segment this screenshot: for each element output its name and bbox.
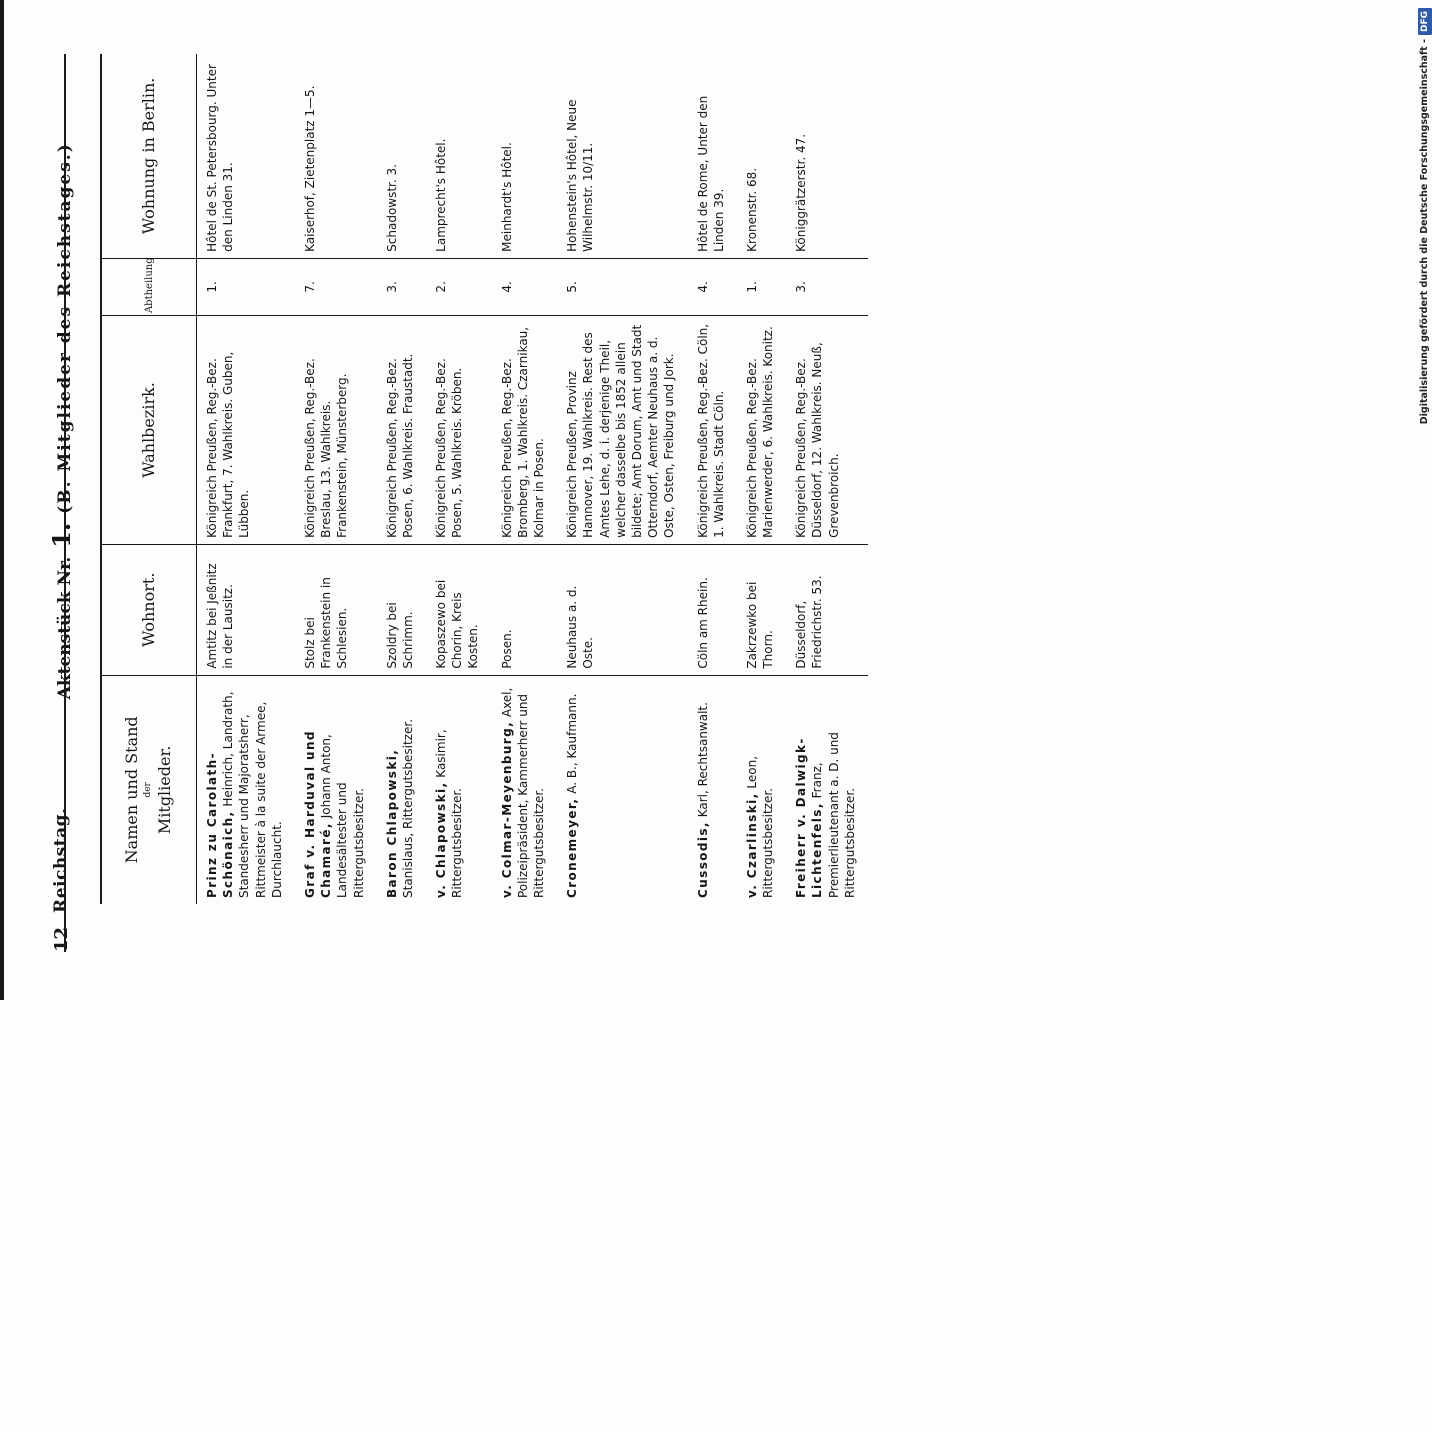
col-header-wohnort: Wohnort. — [101, 544, 197, 675]
table-row — [377, 54, 426, 904]
table-row — [688, 54, 737, 904]
member-wohnort: Szoldry bei Schrimm. — [377, 544, 426, 675]
member-name — [786, 675, 868, 904]
table-row — [426, 54, 492, 904]
member-name — [197, 675, 295, 904]
table-row — [197, 54, 295, 904]
section-title: (B. Mitglieder des Reichstages.) — [54, 142, 75, 514]
col-header-wahlbezirk: Wahlbezirk. — [101, 316, 197, 545]
header-rule — [64, 54, 66, 952]
member-wohnort: Stolz bei Frankenstein in Schlesien. — [295, 544, 377, 675]
member-wohnung: Meinhardt's Hôtel. — [492, 54, 558, 258]
member-wahlbezirk: Königreich Preußen, Reg.-Bez. Posen, 5. Wahlkreis. Kröben. — [426, 316, 492, 545]
member-name-bold: Baron Chlapowski, — [384, 748, 399, 898]
member-abtheilung: 3. — [377, 258, 426, 315]
member-abtheilung: 7. — [295, 258, 377, 315]
table-row — [492, 54, 558, 904]
member-wohnung: Lamprecht's Hôtel. — [426, 54, 492, 258]
page-number: 12 — [50, 926, 72, 952]
member-name-rest: Johann Anton, Landesältester und Rittergutsbesitzer. — [319, 734, 366, 898]
member-wohnort: Posen. — [492, 544, 558, 675]
member-name — [295, 675, 377, 904]
member-wahlbezirk: Königreich Preußen, Reg.-Bez. Düsseldorf, 12. Wahlkreis. Neuß, Grevenbroich. — [786, 316, 868, 545]
member-wohnung: Kronenstr. 68. — [737, 54, 786, 258]
digitization-credit — [1418, 8, 1432, 1000]
member-abtheilung: 2. — [426, 258, 492, 315]
table-row — [295, 54, 377, 904]
member-wohnung: Kaiserhof, Zietenplatz 1—5. — [295, 54, 377, 258]
member-wohnort: Düsseldorf, Friedrichstr. 53. — [786, 544, 868, 675]
table-row — [557, 54, 687, 904]
member-name-rest: Heinrich, Landrath, Standesherr und Majoratsherr, Rittmeister à la suite der Armee, Durchlaucht. — [221, 691, 284, 898]
aktenstueck-number: 1. — [46, 522, 76, 548]
member-wohnort: Neuhaus a. d. Oste. — [557, 544, 687, 675]
member-name-rest: A. B., Kaufmann. — [565, 693, 580, 794]
member-name — [377, 675, 426, 904]
member-wohnort: Amtitz bei Jeßnitz in der Lausitz. — [197, 544, 295, 675]
member-wahlbezirk: Königreich Preußen, Reg.-Bez. Posen, 6. Wahlkreis. Fraustadt. — [377, 316, 426, 545]
member-abtheilung: 3. — [786, 258, 868, 315]
member-wohnort: Cöln am Rhein. — [688, 544, 737, 675]
member-name — [737, 675, 786, 904]
member-name-rest: Franz, Premierlieutenant a. D. und Rittergutsbesitzer. — [810, 732, 857, 898]
digitization-credit-text: Digitalisierung gefördert durch die Deutsche Forschungsgemeinschaft - — [1419, 39, 1430, 425]
member-name-bold: Graf v. Harduval und Chamaré, — [302, 730, 334, 898]
member-wahlbezirk: Königreich Preußen, Provinz Hannover, 19. Wahlkreis. Rest des Amtes Lehe, d. i. derjenige Theil, welcher dasselbe bis 1852 allein bildete; Amt Dorum, Amt und Stadt Otterndorf, Aemter Neuhaus a. d. Oste, Osten, Freiburg und Jork. — [557, 316, 687, 545]
member-wahlbezirk: Königreich Preußen, Reg.-Bez. Bromberg, 1. Wahlkreis. Czarnikau, Kolmar in Posen. — [492, 316, 558, 545]
member-wohnung: Hôtel de Rome, Unter den Linden 39. — [688, 54, 737, 258]
member-abtheilung: 4. — [492, 258, 558, 315]
member-wahlbezirk: Königreich Preußen, Reg.-Bez. Cöln, 1. Wahlkreis. Stadt Cöln. — [688, 316, 737, 545]
member-wohnort: Zakrzewko bei Thorn. — [737, 544, 786, 675]
page-header — [44, 48, 78, 952]
member-name — [557, 675, 687, 904]
member-name — [688, 675, 737, 904]
member-name-rest: Axel, Polizeipräsident, Kammerherr und Rittergutsbesitzer. — [499, 687, 546, 898]
table-row — [786, 54, 868, 904]
col-header-name: Namen und Stand der Mitglieder. — [101, 675, 197, 904]
aktenstueck-label: Aktenstück Nr. — [54, 556, 75, 700]
member-name-bold: Prinz zu Carolath-Schönaich, — [205, 752, 236, 898]
member-wahlbezirk: Königreich Preußen, Reg.-Bez. Marienwerder, 6. Wahlkreis. Konitz. — [737, 316, 786, 545]
col-header-wohnung: Wohnung in Berlin. — [101, 54, 197, 258]
member-name-rest: Stanislaus, Rittergutsbesitzer. — [400, 718, 415, 898]
member-name — [426, 675, 492, 904]
member-wahlbezirk: Königreich Preußen, Reg.-Bez. Frankfurt, 7. Wahlkreis. Guben, Lübben. — [197, 316, 295, 545]
member-name-bold: Freiherr v. Dalwigk-Lichtenfels, — [794, 737, 825, 898]
member-wohnung: Königgrätzerstr. 47. — [786, 54, 868, 258]
member-abtheilung: 5. — [557, 258, 687, 315]
member-wohnung: Hohenstein's Hôtel, Neue Wilhelmstr. 10/11. — [557, 54, 687, 258]
member-name-bold: Cussodis, — [695, 821, 710, 898]
table-row — [737, 54, 786, 904]
dfg-logo: DFG — [1418, 8, 1432, 35]
member-wahlbezirk: Königreich Preußen, Reg.-Bez. Breslau, 13. Wahlkreis. Frankenstein, Münsterberg. — [295, 316, 377, 545]
member-name-rest: Leon, Rittergutsbesitzer. — [744, 755, 776, 898]
members-table — [100, 54, 868, 904]
member-name-bold: Cronemeyer, — [565, 797, 580, 898]
document-title — [47, 48, 76, 794]
member-name-bold: v. Chlapowski, — [434, 781, 449, 898]
table-header-row — [101, 54, 197, 904]
member-name — [492, 675, 558, 904]
member-abtheilung: 1. — [737, 258, 786, 315]
running-title: Reichstag. — [51, 807, 71, 913]
member-wohnung: Hôtel de St. Petersbourg. Unter den Linden 31. — [197, 54, 295, 258]
member-name-bold: v. Czarlinski, — [744, 792, 759, 898]
member-abtheilung: 1. — [197, 258, 295, 315]
member-wohnort: Kopaszewo bei Chorin, Kreis Kosten. — [426, 544, 492, 675]
member-name-rest: Karl, Rechtsanwalt. — [695, 702, 710, 818]
member-name-rest: Kasimir, Rittergutsbesitzer. — [434, 729, 465, 898]
col-header-abtheilung: Abtheilung — [101, 258, 197, 315]
member-wohnung: Schadowstr. 3. — [377, 54, 426, 258]
member-abtheilung: 4. — [688, 258, 737, 315]
member-name-bold: v. Colmar-Meyenburg, — [499, 720, 514, 898]
